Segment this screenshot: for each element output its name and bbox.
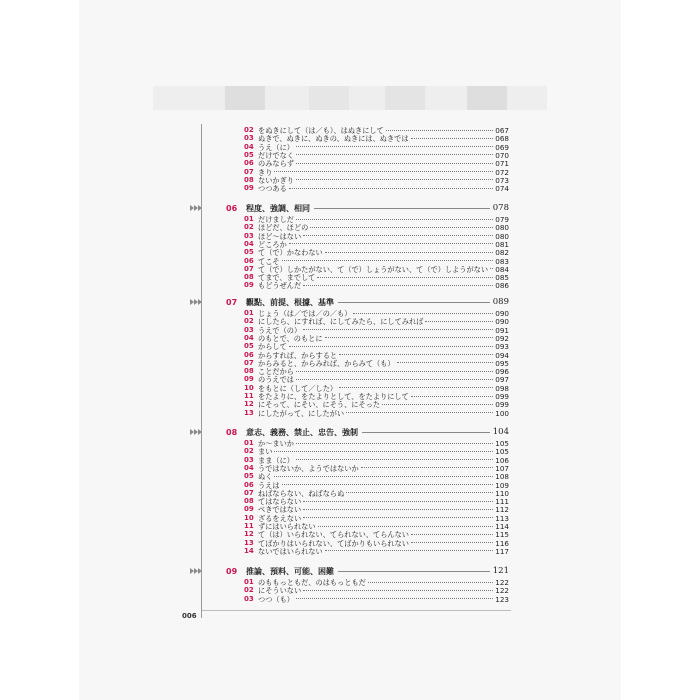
dot-leader (303, 589, 493, 591)
page-number: 006 (182, 612, 197, 620)
entry-title: のうえでは (258, 375, 294, 385)
entry-number: 13 (244, 538, 254, 547)
entry-title: のみならず (258, 159, 294, 169)
entry-title: て（で）かなわない (258, 248, 323, 258)
entry-page: 090 (495, 309, 509, 318)
entry-title: のもとで、のもとに (258, 333, 323, 343)
entry-number: 02 (244, 586, 254, 595)
entry-number: 07 (244, 488, 254, 497)
entry-number: 08 (244, 367, 254, 376)
entry-number: 05 (244, 342, 254, 351)
entry-title: て（は）いられない、てられない、てらんない (258, 530, 409, 540)
section-title: 觀點、前提、根據、基準 (246, 296, 334, 307)
entry-page: 099 (495, 392, 509, 401)
entry-number: 04 (244, 239, 254, 248)
entry-number: 02 (244, 447, 254, 456)
entry-title: ほど～はない (258, 231, 302, 241)
dot-leader (289, 187, 494, 189)
entry-number: 08 (244, 175, 254, 184)
section-title: 推論、預料、可能、困難 (246, 565, 334, 576)
entry-page: 093 (495, 342, 509, 352)
dot-leader (282, 259, 494, 261)
entry-title: つつある (258, 184, 287, 194)
dot-leader (386, 129, 494, 131)
dot-leader (296, 178, 493, 180)
entry-title: てまで、までして (258, 273, 316, 283)
entry-number: 01 (244, 439, 254, 447)
entry-number: 10 (244, 383, 254, 392)
entry-page: 080 (495, 223, 509, 233)
entry-number: 09 (244, 505, 254, 514)
dot-leader (310, 226, 493, 228)
dot-leader (490, 267, 493, 269)
dot-leader (296, 442, 493, 444)
entry-number: 06 (244, 159, 254, 168)
section-number: 08 (226, 427, 238, 437)
entry-page: 100 (495, 408, 509, 418)
entry-title: のももっともだ、のはもっともだ (258, 578, 366, 587)
entry-title: ぬきで、ぬきに、ぬきの、ぬきには、ぬきでは (258, 134, 409, 144)
entry-page: 071 (495, 159, 509, 169)
entry-number: 09 (244, 184, 254, 193)
toc-section-heading[interactable] (202, 426, 509, 438)
entry-title: ねばならない、ねばならぬ (258, 488, 345, 498)
entry-page: 105 (495, 439, 509, 448)
entry-title: か～まいか (258, 439, 294, 448)
entry-number: 08 (244, 497, 254, 506)
entry-page: 112 (495, 505, 509, 515)
entry-title: まい (258, 447, 273, 457)
entry-page: 098 (495, 383, 509, 393)
section-number: 09 (226, 566, 238, 576)
dot-leader (397, 361, 494, 363)
section-page: 104 (492, 427, 509, 437)
dot-leader (296, 218, 493, 220)
entry-number: 03 (244, 594, 254, 603)
entry-page: 122 (495, 578, 509, 587)
dot-leader (282, 483, 494, 485)
dot-leader (296, 153, 493, 155)
entry-title: だけでなく (258, 150, 294, 160)
entry-number: 03 (244, 455, 254, 464)
entry-title: からみると、からみれば、からみて（も） (258, 358, 395, 368)
entry-title: からすれば、からすると (258, 350, 338, 360)
section-rule (362, 432, 490, 433)
entry-title: じょう（は／では／の／も） (258, 309, 352, 318)
dot-leader (303, 284, 493, 286)
dot-leader (296, 162, 493, 164)
entry-number: 04 (244, 463, 254, 472)
dot-leader (296, 597, 493, 599)
entry-number: 06 (244, 256, 254, 265)
dot-leader (411, 533, 493, 535)
entry-number: 05 (244, 150, 254, 159)
entry-page: 082 (495, 248, 509, 258)
entry-title: うえ（に） (258, 142, 294, 152)
entry-number: 09 (244, 281, 254, 290)
toc-section-heading[interactable] (202, 565, 509, 577)
entry-title: てこそ (258, 256, 280, 266)
entry-page: 117 (495, 546, 509, 556)
entry-title: つつ（も） (258, 594, 294, 604)
entry-number: 02 (244, 317, 254, 326)
entry-page: 095 (495, 358, 509, 368)
entry-title: きり (258, 167, 273, 177)
entry-page: 086 (495, 281, 509, 291)
entry-page: 108 (495, 472, 509, 482)
dot-leader (274, 450, 493, 452)
entry-number: 13 (244, 408, 254, 417)
entry-page: 074 (495, 184, 509, 194)
entry-page: 122 (495, 586, 509, 596)
entry-number: 01 (244, 215, 254, 223)
entry-page: 091 (495, 325, 509, 335)
dot-leader (411, 541, 493, 543)
footer-rule (201, 610, 511, 611)
entry-page: 069 (495, 142, 509, 152)
entry-page: 113 (495, 513, 509, 523)
entry-title: まま（に） (258, 455, 294, 465)
entry-title: をたよりに、をたよりとして、をたよりにして (258, 392, 409, 401)
entry-title: どころか (258, 239, 287, 249)
entry-page: 107 (495, 463, 509, 473)
entry-number: 09 (244, 375, 254, 384)
footer-tick (201, 610, 202, 618)
dot-leader (318, 525, 494, 527)
entry-page: 067 (495, 126, 509, 135)
section-title: 意志、義務、禁止、忠告、強制 (246, 426, 358, 437)
entry-number: 03 (244, 325, 254, 334)
entry-title: うえは (258, 480, 280, 490)
dot-leader (296, 378, 493, 380)
entry-page: 094 (495, 350, 509, 360)
dot-leader (317, 276, 493, 278)
section-rule (314, 208, 490, 209)
dot-leader (353, 312, 493, 314)
entry-number: 01 (244, 309, 254, 317)
dot-leader (368, 581, 493, 583)
entry-page: 116 (495, 538, 509, 548)
entry-number: 04 (244, 333, 254, 342)
dot-leader (274, 170, 493, 172)
section-title: 程度、強調、相同 (246, 202, 310, 213)
section-page: 121 (492, 566, 509, 576)
entry-page: 115 (495, 530, 509, 540)
dot-leader (274, 475, 493, 477)
section-rule (338, 302, 490, 303)
entry-number: 07 (244, 264, 254, 273)
dot-leader (289, 242, 494, 244)
entry-page: 092 (495, 333, 509, 343)
entry-title: ことだから (258, 367, 294, 377)
section-page: 089 (492, 297, 509, 307)
dot-leader (303, 234, 493, 236)
entry-title: にそういない (258, 586, 302, 596)
entry-number: 06 (244, 480, 254, 489)
entry-page: 084 (495, 264, 509, 274)
entry-page: 111 (495, 497, 509, 507)
dot-leader (346, 491, 493, 493)
triple-arrow-icon (190, 299, 204, 305)
entry-title: だけましだ (258, 215, 294, 224)
left-margin-rule (201, 124, 202, 616)
entry-number: 03 (244, 134, 254, 143)
entry-number: 12 (244, 400, 254, 409)
entry-title: ざるをえない (258, 513, 302, 523)
entry-number: 02 (244, 223, 254, 232)
entry-page: 123 (495, 594, 509, 604)
entry-title: うえで（の） (258, 325, 302, 335)
entry-page: 109 (495, 480, 509, 490)
entry-title: てはならない (258, 497, 302, 507)
entry-number: 01 (244, 578, 254, 586)
dot-leader (296, 145, 493, 147)
entry-title: て（で）しかたがない、て（で）しょうがない、て（で）しようがない (258, 264, 489, 274)
entry-page: 083 (495, 256, 509, 266)
entry-page: 073 (495, 175, 509, 185)
entry-title: からして (258, 342, 287, 352)
entry-page: 079 (495, 215, 509, 224)
section-page: 078 (492, 203, 509, 213)
dot-leader (303, 500, 493, 502)
dot-leader (303, 508, 493, 510)
dot-leader (339, 386, 493, 388)
section-number: 06 (226, 203, 238, 213)
toc-section-heading[interactable] (202, 202, 509, 214)
section-number: 07 (226, 297, 238, 307)
entry-number: 02 (244, 126, 254, 134)
dot-leader (325, 251, 494, 253)
entry-title: をぬきにして（は／も）、はぬきにして (258, 126, 384, 135)
toc-section-heading[interactable] (202, 296, 509, 308)
triple-arrow-icon (190, 205, 204, 211)
entry-page: 105 (495, 447, 509, 457)
entry-page: 081 (495, 239, 509, 249)
entry-title: にしたら、にすれば、にしてみたら、にしてみれば (258, 317, 424, 327)
dot-leader (346, 411, 493, 413)
entry-page: 114 (495, 522, 509, 531)
entry-title: てばかりはいられない、てばかりもいられない (258, 538, 409, 548)
entry-title: ないかぎり (258, 175, 294, 185)
toc-entry[interactable] (244, 547, 509, 556)
triple-arrow-icon (190, 568, 204, 574)
dot-leader (425, 320, 493, 322)
entry-page: 085 (495, 273, 509, 283)
dot-leader (289, 345, 494, 347)
toc-entry[interactable] (244, 595, 509, 604)
entry-page: 080 (495, 231, 509, 241)
entry-title: ないではいられない (258, 546, 323, 556)
entry-number: 06 (244, 350, 254, 359)
entry-page: 099 (495, 400, 509, 410)
entry-page: 072 (495, 167, 509, 177)
entry-number: 11 (244, 392, 254, 400)
dot-leader (296, 370, 493, 372)
entry-page: 110 (495, 488, 509, 498)
entry-number: 07 (244, 167, 254, 176)
entry-number: 03 (244, 231, 254, 240)
entry-number: 04 (244, 142, 254, 151)
entry-page: 068 (495, 134, 509, 144)
entry-title: にそって、にそい、にそう、にそった (258, 400, 381, 410)
entry-page: 090 (495, 317, 509, 327)
entry-page: 106 (495, 455, 509, 465)
dot-leader (339, 353, 493, 355)
entry-title: ずにはいられない (258, 522, 316, 531)
entry-page: 070 (495, 150, 509, 160)
dot-leader (411, 395, 493, 397)
toc-entry[interactable] (244, 184, 509, 193)
entry-number: 08 (244, 273, 254, 282)
entry-title: にしたがって、にしたがい (258, 408, 345, 418)
triple-arrow-icon (190, 429, 204, 435)
entry-title: ぬく (258, 472, 273, 482)
entry-number: 11 (244, 522, 254, 530)
dot-leader (303, 516, 493, 518)
dot-leader (382, 403, 493, 405)
dot-leader (303, 328, 493, 330)
entry-number: 12 (244, 530, 254, 539)
entry-title: べきではない (258, 505, 302, 515)
dot-leader (325, 336, 494, 338)
entry-number: 05 (244, 248, 254, 257)
entry-title: もどうぜんだ (258, 281, 302, 291)
dot-leader (325, 549, 494, 551)
entry-page: 096 (495, 367, 509, 377)
entry-number: 14 (244, 546, 254, 555)
page-header-band (153, 86, 547, 110)
entry-number: 10 (244, 513, 254, 522)
entry-title: をもとに（して／した） (258, 383, 338, 393)
dot-leader (296, 458, 493, 460)
toc-entry[interactable] (244, 409, 509, 418)
section-rule (338, 571, 490, 572)
entry-page: 097 (495, 375, 509, 385)
entry-number: 05 (244, 472, 254, 481)
entry-title: ほどだ、ほどの (258, 223, 309, 233)
entry-title: うではないか、ようではないか (258, 463, 359, 473)
entry-number: 07 (244, 358, 254, 367)
toc-entry[interactable] (244, 281, 509, 290)
dot-leader (411, 137, 494, 139)
dot-leader (361, 466, 494, 468)
